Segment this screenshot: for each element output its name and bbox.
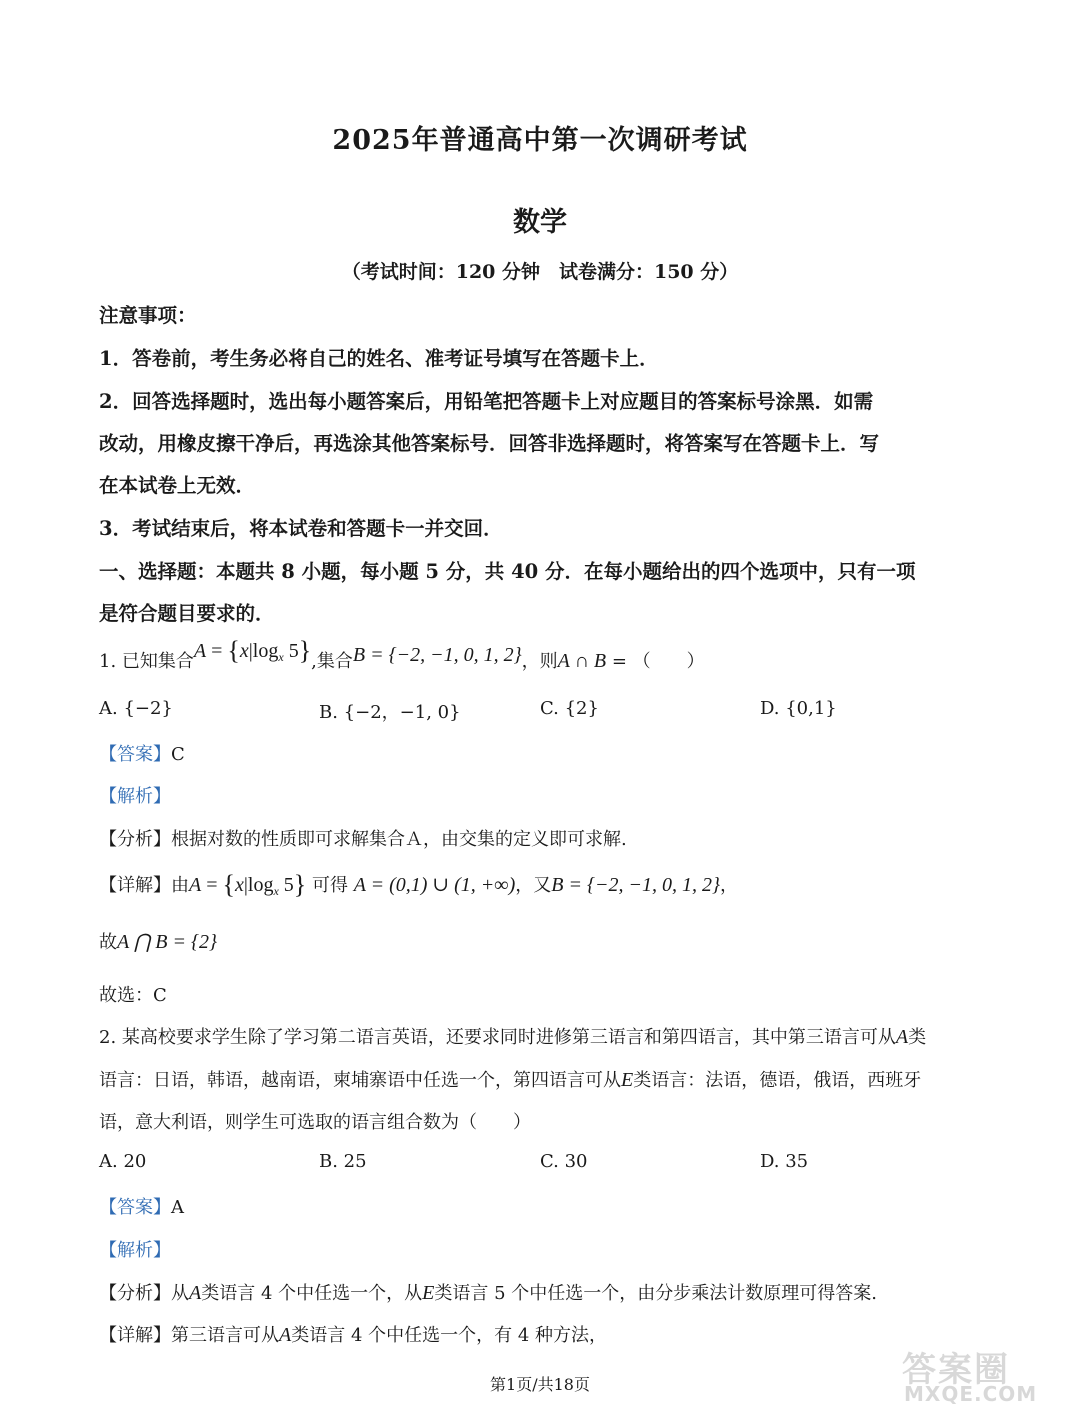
fenxi-text-c: 类语言 5 个中任选一个，由分步乘法计数原理可得答案. — [434, 1283, 877, 1304]
q1-final-choice: 故选：C — [99, 985, 167, 1006]
section-heading-line-2: 是符合题目要求的． — [99, 602, 275, 625]
set-a-symbol: A — [193, 640, 207, 662]
category-a: A — [895, 1026, 909, 1048]
q2-option-a: A. 20 — [99, 1151, 147, 1172]
answer-value: A — [171, 1197, 184, 1218]
fenxi-tag: 【分析】 — [99, 829, 171, 850]
log-base: x — [278, 650, 284, 664]
left-brace: { — [227, 636, 240, 665]
question-1-blank: = （ ） — [606, 651, 705, 672]
q2-option-c: C. 30 — [540, 1151, 588, 1172]
fenxi-text-a: 从 — [171, 1283, 189, 1304]
log-argument: 5 — [278, 874, 294, 896]
section-heading-line-1: 一、选择题：本题共 8 小题，每小题 5 分，共 40 分．在每小题给出的四个选项中，只有一项 — [99, 560, 916, 583]
variable-x: x — [239, 640, 249, 662]
q2-option-d: D. 35 — [760, 1151, 809, 1172]
question-2-line-1 — [99, 1023, 926, 1049]
category-a: A — [279, 1324, 292, 1346]
q2-xiangjie — [99, 1321, 607, 1347]
watermark-line-1: 答案圈 — [902, 1350, 1010, 1390]
question-1-stem — [99, 636, 705, 676]
set-bar: | — [248, 640, 253, 662]
q1-option-b: B. {−2，−1, 0} — [319, 702, 461, 723]
question-2-text-1-end: 类 — [908, 1027, 927, 1048]
subject-title: 数学 — [513, 207, 567, 238]
q1-fenxi — [99, 825, 627, 851]
q2-fenxi — [99, 1279, 877, 1305]
xiangjie-text-b: 类语言 4 个中任选一个，有 4 种方法， — [291, 1325, 608, 1346]
set-a-symbol: A — [189, 874, 202, 896]
log-base: x — [273, 884, 279, 898]
q2-answer — [99, 1193, 184, 1219]
log-function: log — [247, 874, 274, 896]
q1-option-c: C. {2} — [540, 698, 599, 719]
right-brace: } — [293, 870, 307, 899]
xiangjie-from: 由 — [171, 875, 189, 896]
question-2-text-1: 2. 某高校要求学生除了学习第二语言英语，还要求同时进修第三语言和第四语言，其中第三语言可从 — [99, 1027, 896, 1048]
equals-sign: = — [201, 874, 223, 896]
conclusion-expression: A ⋂ B = {2} — [117, 931, 217, 953]
xiangjie-end: ， — [719, 875, 738, 896]
q2-jiexi-tag: 【解析】 — [99, 1240, 171, 1261]
xiangjie-tag: 【详解】 — [99, 875, 171, 896]
xiangjie-result: A = (0,1) ∪ (1, +∞) — [353, 874, 516, 896]
watermark-line-2: MXQE.COM — [904, 1382, 1038, 1406]
category-e: E — [422, 1282, 435, 1304]
set-bar: | — [243, 874, 248, 896]
q1-answer — [99, 740, 185, 766]
fenxi-tag: 【分析】 — [99, 1283, 171, 1304]
category-e: E — [621, 1069, 634, 1091]
question-1-ask: ，则 — [521, 651, 558, 672]
note-2-line-2: 改动，用橡皮擦干净后，再选涂其他答案标号．回答非选择题时，将答案写在答题卡上．写 — [99, 432, 880, 455]
xiangjie-tag: 【详解】 — [99, 1325, 171, 1346]
watermark-logo — [898, 1342, 1068, 1406]
question-1-prefix: 1. 已知集合 — [99, 651, 194, 672]
q1-option-d: D. {0,1} — [760, 698, 837, 719]
answer-tag: 【答案】 — [99, 744, 171, 765]
conclusion-gu: 故 — [99, 932, 117, 953]
xiangjie-set-b: B = {−2, −1, 0, 1, 2} — [551, 874, 720, 896]
question-2-text-2b: 类语言：法语，德语，俄语，西班牙 — [633, 1070, 922, 1091]
intersection-expression: A ∩ B — [557, 650, 607, 672]
q1-jiexi-tag: 【解析】 — [99, 786, 171, 807]
right-brace: } — [298, 636, 312, 665]
answer-tag: 【答案】 — [99, 1197, 171, 1218]
fenxi-text-b: 类语言 4 个中任选一个，从 — [201, 1283, 423, 1304]
xiangjie-you: ，又 — [515, 875, 552, 896]
category-a: A — [189, 1282, 202, 1304]
q1-conclusion — [99, 928, 217, 954]
note-1: 1．答卷前，考生务必将自己的姓名、准考证号填写在答题卡上． — [99, 347, 659, 370]
set-a-definition — [193, 636, 312, 665]
xiangjie-text-a: 第三语言可从 — [171, 1325, 279, 1346]
question-2-text-2a: 语言：日语，韩语，越南语，柬埔寨语中任选一个，第四语言可从 — [99, 1070, 621, 1091]
variable-x: x — [234, 874, 244, 896]
left-brace: { — [222, 870, 235, 899]
fenxi-text: 根据对数的性质即可求解集合Ａ，由交集的定义即可求解. — [171, 829, 627, 850]
q2-option-b: B. 25 — [319, 1151, 367, 1172]
question-2-line-2 — [99, 1066, 921, 1092]
set-b-definition: B = {−2, −1, 0, 1, 2} — [352, 644, 522, 666]
xiangjie-ke-de: 可得 — [306, 875, 354, 896]
note-2-line-3: 在本试卷上无效． — [99, 474, 256, 497]
q1-xiangjie — [99, 870, 738, 900]
exam-info: （考试时间：120 分钟 试卷满分：150 分） — [341, 261, 739, 283]
xiangjie-set-a — [189, 870, 307, 899]
equals-sign: = — [206, 640, 228, 662]
question-2-line-3: 语，意大利语，则学生可选取的语言组合数为（ ） — [99, 1112, 531, 1133]
page-footer: 第1页/共18页 — [490, 1375, 590, 1394]
note-3: 3．考试结束后，将本试卷和答题卡一并交回． — [99, 517, 503, 540]
answer-value: C — [171, 744, 185, 765]
page-title: 2025年普通高中第一次调研考试 — [332, 125, 748, 156]
note-2-line-1: 2．回答选择题时，选出每小题答案后，用铅笔把答题卡上对应题目的答案标号涂黑．如需 — [99, 390, 874, 413]
log-argument: 5 — [283, 640, 299, 662]
q1-option-a: A. {−2} — [99, 698, 173, 719]
question-1-mid: ,集合 — [311, 651, 353, 672]
notes-heading: 注意事项： — [99, 304, 197, 327]
log-function: log — [252, 640, 279, 662]
